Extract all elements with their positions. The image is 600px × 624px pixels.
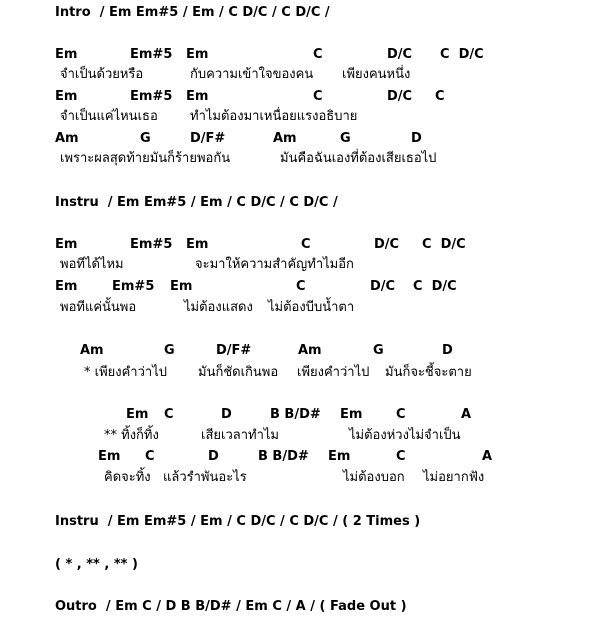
repeat-line: ( * , ** , ** ) [55,557,138,572]
lyric: ไม่ต้องห่วงไม่จำเป็น [349,428,461,443]
lyric: ** ทิ้งก็ทิ้ง [104,428,159,443]
chord: C [296,279,306,294]
chord: Am [80,343,104,358]
lyric: เพียงคนหนึ่ง [342,67,411,82]
lyric: ไม่ต้องบีบน้ำตา [268,300,355,315]
lyric: แล้วรำพันอะไร [163,470,247,485]
lyric: ไม่ต้องบอก [343,470,405,485]
chord: C [301,237,311,252]
chord: Am [55,131,79,146]
chord: Em [186,89,209,104]
chord: D [442,343,453,358]
chord: D [208,449,219,464]
chord: Am [298,343,322,358]
chord: C [313,47,323,62]
instru-line-2: Instru / Em Em#5 / Em / C D/C / C D/C / ( 2 Times ) [55,514,421,529]
chord: Em [186,237,209,252]
chord: Em [126,407,149,422]
chord: Em [98,449,121,464]
intro-line: Intro / Em Em#5 / Em / C D/C / C D/C / [55,5,330,20]
chord: Em [55,237,78,252]
chord: Em [170,279,193,294]
chord: Em#5 [130,237,173,252]
chord: C [435,89,445,104]
chord: D/C [387,89,413,104]
chord: Em [186,47,209,62]
chord: Am [273,131,297,146]
lyric: พอทีแค่นั้นพอ [60,300,137,315]
chord: D/C [370,279,396,294]
lyric: มันก็ชัดเกินพอ [198,365,279,380]
lyric: กับความเข้าใจของคน [190,67,314,82]
chord: A [482,449,493,464]
lyric: คิดจะทิ้ง [104,470,151,485]
chord: G [164,343,175,358]
lyric: * เพียงคำว่าไป [84,365,167,380]
chord: D/C [374,237,400,252]
chord: A [461,407,472,422]
chord: Em#5 [130,89,173,104]
chord: D [411,131,422,146]
chord: G [140,131,151,146]
lyric: พอทีได้ไหม [60,257,124,272]
lyric: จะมาให้ความสำคัญทำไมอีก [195,257,354,272]
chord: C [396,449,406,464]
chord: C [145,449,155,464]
chord: Em#5 [112,279,155,294]
chord: D/F# [190,131,226,146]
chord: Em [55,47,78,62]
lyric: จำเป็นด้วยหรือ [60,67,144,82]
chord: G [373,343,384,358]
lyric: ไม่ต้องแสดง [184,300,253,315]
chord: C [396,407,406,422]
chord: B B/D# [270,407,321,422]
lyric: เสียเวลาทำไม [201,428,279,443]
chord: C [164,407,174,422]
chord: D/C [387,47,413,62]
lyric: ทำไมต้องมาเหนื่อยแรงอธิบาย [190,109,358,124]
lyric: มันก็จะชี้จะตาย [385,365,472,380]
lyric: เพราะผลสุดท้ายมันก็ร้ายพอกัน [60,151,231,166]
chord: C D/C [422,237,466,252]
chord: C D/C [440,47,484,62]
lyric: เพียงคำว่าไป [297,365,370,380]
chord: Em [340,407,363,422]
lyric: มันคือฉันเองที่ต้องเสียเธอไป [280,151,437,166]
chord: Em [55,279,78,294]
chord: C D/C [413,279,457,294]
lyric: ไม่อยากฟัง [423,470,485,485]
chord: B B/D# [258,449,309,464]
instru-line: Instru / Em Em#5 / Em / C D/C / C D/C / [55,195,338,210]
outro-line: Outro / Em C / D B B/D# / Em C / A / ( Fade Out ) [55,599,407,614]
chord: Em [55,89,78,104]
chord: D [221,407,232,422]
lyric: จำเป็นแค่ไหนเธอ [60,109,158,124]
chord: Em#5 [130,47,173,62]
chord: C [313,89,323,104]
chord: G [340,131,351,146]
chord: D/F# [216,343,252,358]
chord: Em [328,449,351,464]
